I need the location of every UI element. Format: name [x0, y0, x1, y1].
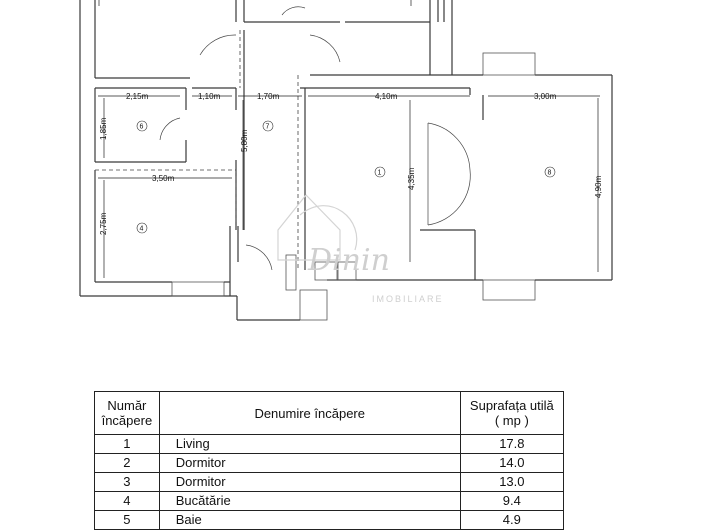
room-area: 9.4	[460, 492, 563, 511]
room-name: Dormitor	[159, 454, 460, 473]
room-marker-1: 1	[377, 169, 382, 177]
dimension-label: 3,50m	[152, 174, 175, 183]
dimension-lines	[98, 0, 603, 278]
watermark-subtitle: IMOBILIARE	[372, 294, 444, 304]
room-markers	[137, 121, 555, 233]
watermark	[278, 195, 444, 304]
room-name: Bucătărie	[159, 492, 460, 511]
room-number: 2	[95, 454, 160, 473]
room-area: 4.9	[460, 511, 563, 530]
room-number: 1	[95, 435, 160, 454]
room-number: 5	[95, 511, 160, 530]
table-row	[95, 492, 564, 511]
header-area-line1: Suprafața utilă	[469, 398, 554, 413]
room-area: 17.8	[460, 435, 563, 454]
room-number: 4	[95, 492, 160, 511]
header-room-name: Denumire încăpere	[159, 392, 460, 435]
header-number-line1: Număr	[107, 398, 147, 413]
header-number-line2: încăpere	[101, 413, 153, 428]
dimension-label: 2,15m	[126, 92, 149, 101]
table-row	[95, 435, 564, 454]
dimension-label: 1,70m	[257, 92, 280, 101]
dimension-label: 5,80m	[240, 129, 249, 152]
dimension-label: 4,10m	[375, 92, 398, 101]
room-marker-7: 7	[265, 123, 270, 131]
room-name: Living	[159, 435, 460, 454]
dimension-label: 2,75m	[99, 212, 108, 235]
room-area: 14.0	[460, 454, 563, 473]
room-marker-8: 8	[547, 169, 552, 177]
dimension-label: 3,00m	[534, 92, 557, 101]
room-name: Dormitor	[159, 473, 460, 492]
watermark-logo-text: Dinin	[308, 243, 390, 278]
dimension-label: 4,90m	[594, 175, 603, 198]
room-marker-6: 6	[139, 123, 144, 131]
table-row	[95, 473, 564, 492]
dashed-boundaries	[95, 30, 298, 270]
table-header-row	[95, 392, 564, 435]
header-room-number	[95, 392, 160, 435]
dimension-label: 1,10m	[198, 92, 221, 101]
header-area-line2: ( mp )	[494, 413, 529, 428]
dimension-label: 4,35m	[407, 167, 416, 190]
room-number: 3	[95, 473, 160, 492]
room-name: Baie	[159, 511, 460, 530]
room-marker-4: 4	[139, 225, 144, 233]
header-usable-area	[460, 392, 563, 435]
dimension-label: 1,85m	[99, 117, 108, 140]
room-area-table	[94, 391, 564, 530]
table-row	[95, 454, 564, 473]
room-area: 13.0	[460, 473, 563, 492]
